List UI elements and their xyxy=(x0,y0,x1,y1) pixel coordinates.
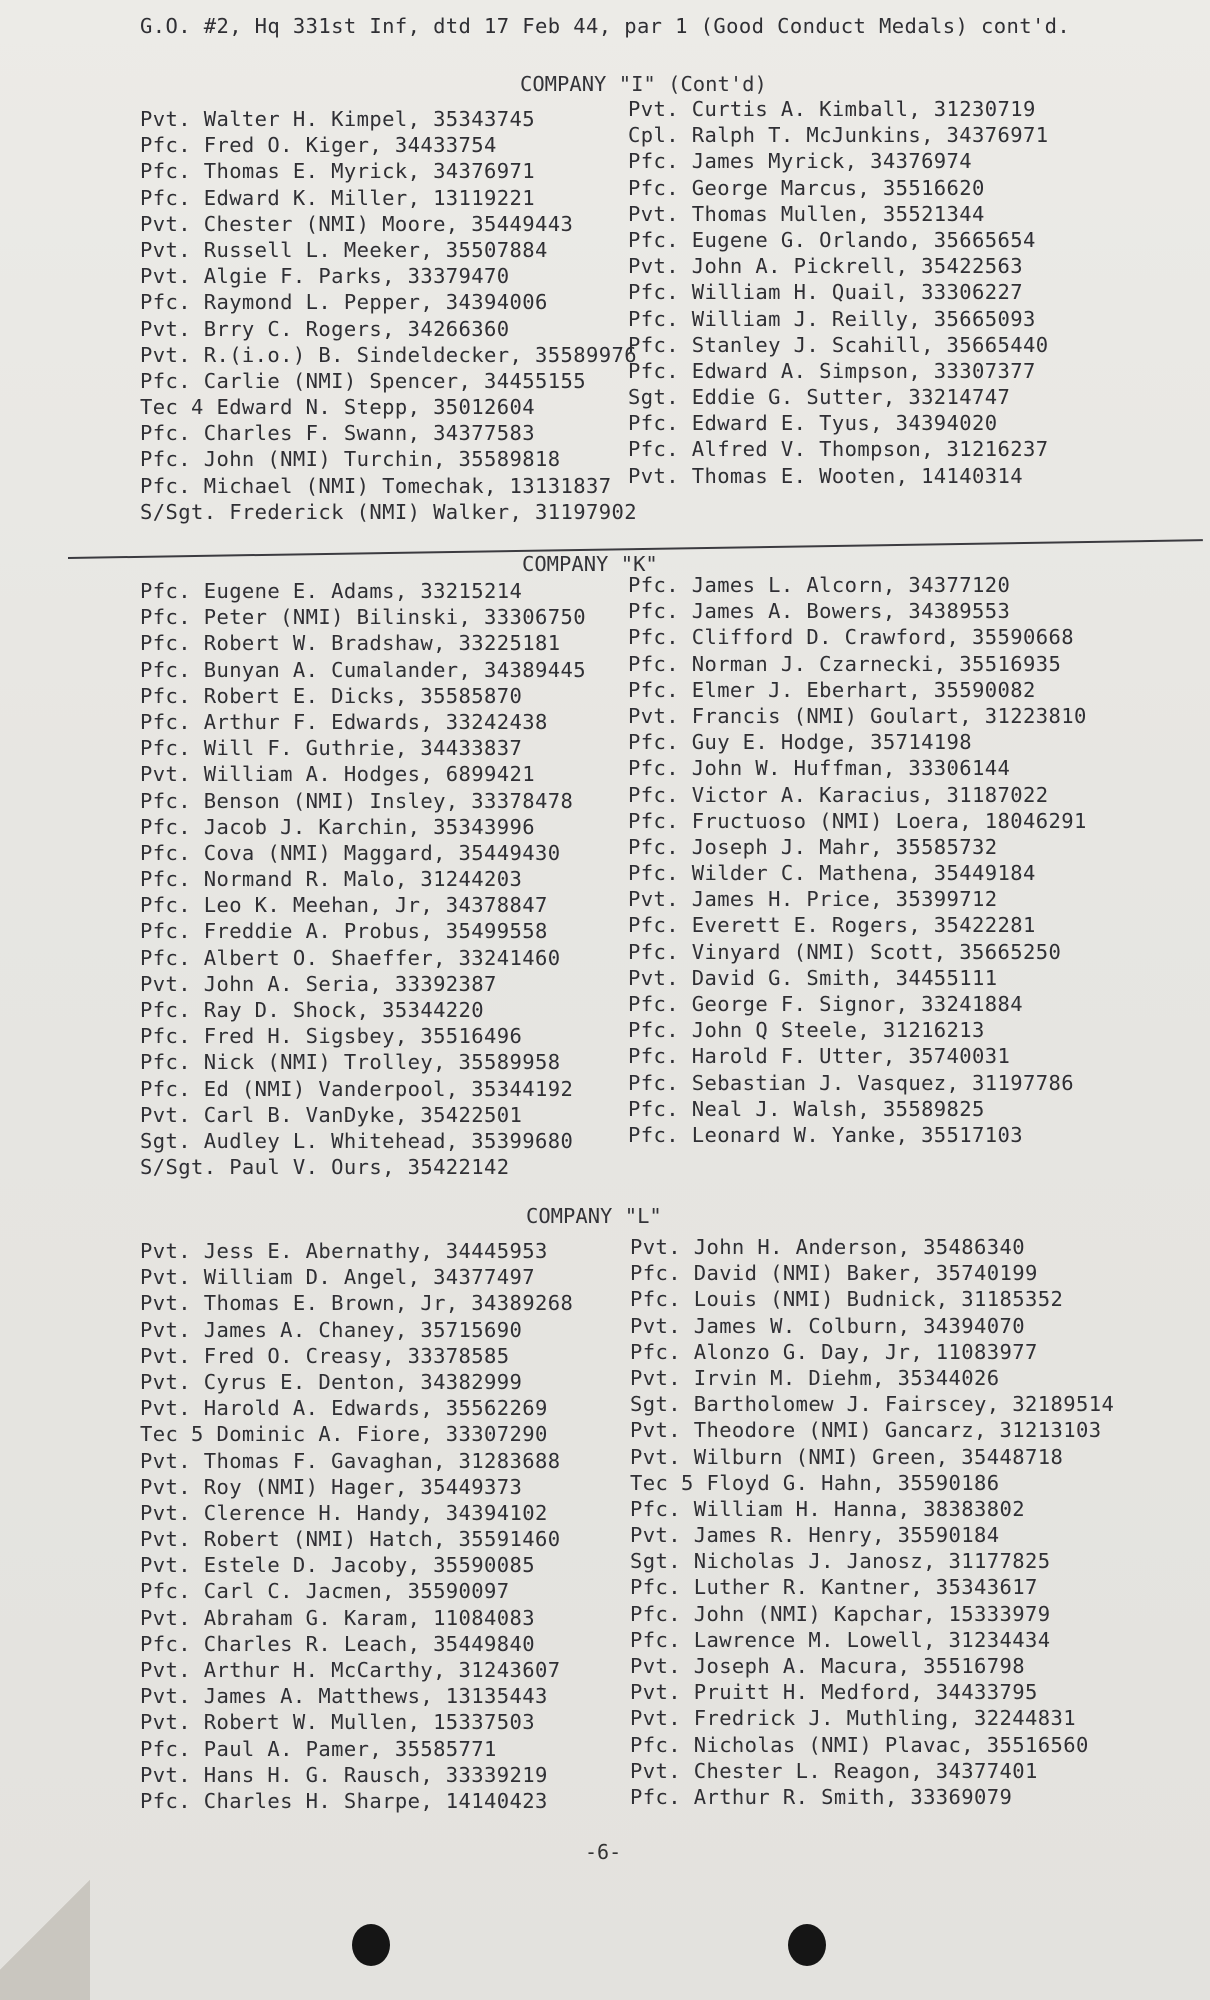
roster-entry: Sgt. Nicholas J. Janosz, 31177825 xyxy=(630,1549,1051,1574)
roster-entry: Sgt. Audley L. Whitehead, 35399680 xyxy=(140,1128,574,1153)
roster-entry: Pvt. Irvin M. Diehm, 35344026 xyxy=(630,1365,1000,1390)
roster-entry: Pfc. Paul A. Pamer, 35585771 xyxy=(140,1736,497,1761)
page-number: -6- xyxy=(585,1840,622,1864)
roster-entry: Pfc. Thomas E. Myrick, 34376971 xyxy=(140,159,536,184)
roster-entry: Pfc. Robert W. Bradshaw, 33225181 xyxy=(140,631,561,656)
roster-entry: Pvt. Curtis A. Kimball, 31230719 xyxy=(628,97,1036,121)
roster-entry: Tec 5 Floyd G. Hahn, 35590186 xyxy=(630,1470,1000,1495)
roster-entry: Pvt. James W. Colburn, 34394070 xyxy=(630,1313,1026,1338)
roster-entry: Pvt. Thomas F. Gavaghan, 31283688 xyxy=(140,1448,561,1473)
roster-entry: Pfc. Guy E. Hodge, 35714198 xyxy=(628,730,973,755)
roster-entry: Pfc. Eugene G. Orlando, 35665654 xyxy=(628,227,1036,252)
roster-entry: Pfc. Arthur F. Edwards, 33242438 xyxy=(140,709,548,734)
roster-entry: Pfc. Sebastian J. Vasquez, 31197786 xyxy=(628,1070,1074,1095)
roster-entry: Pfc. Leo K. Meehan, Jr, 34378847 xyxy=(140,893,548,918)
roster-entry: Pfc. Cova (NMI) Maggard, 35449430 xyxy=(140,840,561,865)
roster-entry: Pfc. Michael (NMI) Tomechak, 13131837 xyxy=(140,473,612,498)
roster-entry: Pvt. Carl B. VanDyke, 35422501 xyxy=(140,1102,523,1127)
company-k-left-column xyxy=(140,578,586,1180)
roster-entry: Sgt. Bartholomew J. Fairscey, 32189514 xyxy=(630,1392,1115,1417)
roster-entry: Pvt. Cyrus E. Denton, 34382999 xyxy=(140,1369,523,1394)
roster-entry: Pfc. Lawrence M. Lowell, 31234434 xyxy=(630,1627,1051,1652)
company-i-left-column xyxy=(140,106,637,525)
roster-entry: Pvt. Joseph A. Macura, 35516798 xyxy=(630,1654,1026,1678)
roster-entry: Pvt. Chester (NMI) Moore, 35449443 xyxy=(140,211,574,236)
punch-hole-right xyxy=(788,1924,826,1966)
roster-entry: Pfc. Raymond L. Pepper, 34394006 xyxy=(140,290,548,315)
roster-entry: Pfc. Bunyan A. Cumalander, 34389445 xyxy=(140,657,586,682)
roster-entry: Pvt. Chester L. Reagon, 34377401 xyxy=(630,1758,1038,1783)
roster-entry: Pfc. Fred H. Sigsbey, 35516496 xyxy=(140,1024,523,1049)
roster-entry: Pfc. Benson (NMI) Insley, 33378478 xyxy=(140,788,574,813)
roster-entry: Pvt. James A. Matthews, 13135443 xyxy=(140,1684,548,1709)
roster-entry: Pfc. Arthur R. Smith, 33369079 xyxy=(630,1784,1013,1809)
roster-entry: Pfc. Carl C. Jacmen, 35590097 xyxy=(140,1579,510,1604)
roster-entry: Pvt. Hans H. G. Rausch, 33339219 xyxy=(140,1762,548,1787)
roster-entry: Pfc. Neal J. Walsh, 35589825 xyxy=(628,1096,985,1121)
company-i-title: COMPANY "I" (Cont'd) xyxy=(520,72,767,96)
roster-entry: Pfc. Luther R. Kantner, 35343617 xyxy=(630,1575,1038,1600)
roster-entry: Pfc. Nick (NMI) Trolley, 35589958 xyxy=(140,1050,561,1075)
roster-entry: Pfc. Charles R. Leach, 35449840 xyxy=(140,1631,536,1656)
roster-entry: Pfc. Ray D. Shock, 35344220 xyxy=(140,998,485,1022)
roster-entry: Pfc. Edward E. Tyus, 34394020 xyxy=(628,411,998,436)
company-i-right-column xyxy=(628,96,1049,489)
roster-entry: Pfc. John (NMI) Turchin, 35589818 xyxy=(140,447,561,472)
roster-entry: Pvt. Abraham G. Karam, 11084083 xyxy=(140,1605,536,1630)
roster-entry: Pfc. Will F. Guthrie, 34433837 xyxy=(140,736,523,761)
page-corner-shadow xyxy=(0,1850,90,2000)
roster-entry: Pfc. Harold F. Utter, 35740031 xyxy=(628,1044,1011,1069)
roster-entry: Pfc. John (NMI) Kapchar, 15333979 xyxy=(630,1601,1051,1626)
roster-entry: Pfc. George F. Signor, 33241884 xyxy=(628,992,1024,1016)
roster-entry: Pvt. Jess E. Abernathy, 34445953 xyxy=(140,1239,548,1263)
roster-entry: Pvt. Walter H. Kimpel, 35343745 xyxy=(140,107,536,131)
roster-entry: Sgt. Eddie G. Sutter, 33214747 xyxy=(628,385,1011,410)
punch-hole-left xyxy=(352,1924,390,1966)
company-l-left-column xyxy=(140,1238,573,1814)
roster-entry: Pvt. Francis (NMI) Goulart, 31223810 xyxy=(628,703,1087,728)
company-k-title: COMPANY "K" xyxy=(522,552,658,576)
roster-entry: Pfc. James Myrick, 34376974 xyxy=(628,149,973,174)
roster-entry: Pfc. Peter (NMI) Bilinski, 33306750 xyxy=(140,605,586,630)
roster-entry: Pfc. Robert E. Dicks, 35585870 xyxy=(140,683,523,708)
roster-entry: Pvt. Roy (NMI) Hager, 35449373 xyxy=(140,1474,523,1499)
roster-entry: Pfc. David (NMI) Baker, 35740199 xyxy=(630,1261,1038,1286)
roster-entry: Pfc. Charles H. Sharpe, 14140423 xyxy=(140,1788,548,1813)
roster-entry: Pfc. George Marcus, 35516620 xyxy=(628,175,985,200)
roster-entry: Pvt. R.(i.o.) B. Sindeldecker, 35589976 xyxy=(140,342,637,367)
roster-entry: Pfc. William J. Reilly, 35665093 xyxy=(628,306,1036,331)
roster-entry: Pvt. Robert W. Mullen, 15337503 xyxy=(140,1710,536,1735)
roster-entry: Pvt. James H. Price, 35399712 xyxy=(628,887,998,912)
roster-entry: Pfc. Vinyard (NMI) Scott, 35665250 xyxy=(628,939,1062,964)
roster-entry: Pfc. Ed (NMI) Vanderpool, 35344192 xyxy=(140,1076,574,1101)
roster-entry: Pvt. Russell L. Meeker, 35507884 xyxy=(140,237,548,262)
roster-entry: Pfc. Eugene E. Adams, 33215214 xyxy=(140,579,523,603)
order-header: G.O. #2, Hq 331st Inf, dtd 17 Feb 44, par 1 (Good Conduct Medals) cont'd. xyxy=(140,14,1071,38)
roster-entry: Pfc. Wilder C. Mathena, 35449184 xyxy=(628,861,1036,886)
roster-entry: Pfc. Edward A. Simpson, 33307377 xyxy=(628,358,1036,383)
roster-entry: Pfc. Fred O. Kiger, 34433754 xyxy=(140,133,497,158)
roster-entry: Pvt. John A. Seria, 33392387 xyxy=(140,971,497,996)
roster-entry: Pfc. James L. Alcorn, 34377120 xyxy=(628,573,1011,597)
roster-entry: Pfc. Leonard W. Yanke, 35517103 xyxy=(628,1122,1024,1147)
roster-entry: Pfc. Victor A. Karacius, 31187022 xyxy=(628,782,1049,807)
roster-entry: Pfc. Normand R. Malo, 31244203 xyxy=(140,867,523,892)
roster-entry: Pvt. Harold A. Edwards, 35562269 xyxy=(140,1396,548,1421)
roster-entry: Pfc. Albert O. Shaeffer, 33241460 xyxy=(140,945,561,970)
roster-entry: Pfc. Freddie A. Probus, 35499558 xyxy=(140,919,548,944)
roster-entry: Pfc. Nicholas (NMI) Plavac, 35516560 xyxy=(630,1732,1089,1757)
roster-entry: Tec 4 Edward N. Stepp, 35012604 xyxy=(140,395,536,420)
roster-entry: Pvt. Pruitt H. Medford, 34433795 xyxy=(630,1680,1038,1705)
roster-entry: Pfc. James A. Bowers, 34389553 xyxy=(628,599,1011,624)
roster-entry: Pvt. David G. Smith, 34455111 xyxy=(628,965,998,990)
roster-entry: Pvt. Estele D. Jacoby, 35590085 xyxy=(140,1553,536,1578)
roster-entry: Pvt. Fredrick J. Muthling, 32244831 xyxy=(630,1706,1076,1731)
roster-entry: Pfc. Alonzo G. Day, Jr, 11083977 xyxy=(630,1339,1038,1364)
roster-entry: Pvt. James R. Henry, 35590184 xyxy=(630,1523,1000,1548)
roster-entry: Pvt. John A. Pickrell, 35422563 xyxy=(628,254,1024,279)
roster-entry: Pvt. William A. Hodges, 6899421 xyxy=(140,762,536,787)
roster-entry: Pfc. William H. Hanna, 38383802 xyxy=(630,1496,1026,1521)
roster-entry: Pvt. Robert (NMI) Hatch, 35591460 xyxy=(140,1527,561,1552)
roster-entry: Pfc. Charles F. Swann, 34377583 xyxy=(140,421,536,446)
roster-entry: Pfc. Alfred V. Thompson, 31216237 xyxy=(628,437,1049,462)
roster-entry: Pfc. Louis (NMI) Budnick, 31185352 xyxy=(630,1287,1064,1312)
roster-entry: Pvt. Theodore (NMI) Gancarz, 31213103 xyxy=(630,1418,1102,1443)
roster-entry: S/Sgt. Frederick (NMI) Walker, 31197902 xyxy=(140,499,637,524)
roster-entry: Pfc. Fructuoso (NMI) Loera, 18046291 xyxy=(628,808,1087,833)
company-k-right-column xyxy=(628,572,1087,1148)
roster-entry: Pfc. William H. Quail, 33306227 xyxy=(628,280,1024,305)
roster-entry: Pvt. Thomas Mullen, 35521344 xyxy=(628,201,985,226)
company-l-right-column xyxy=(630,1234,1114,1810)
roster-entry: Pvt. Thomas E. Brown, Jr, 34389268 xyxy=(140,1291,574,1316)
roster-entry: Pvt. Arthur H. McCarthy, 31243607 xyxy=(140,1658,561,1682)
roster-entry: Pvt. Thomas E. Wooten, 14140314 xyxy=(628,463,1024,488)
roster-entry: Pfc. Stanley J. Scahill, 35665440 xyxy=(628,332,1049,357)
company-l-title: COMPANY "L" xyxy=(526,1204,662,1228)
roster-entry: Pfc. Clifford D. Crawford, 35590668 xyxy=(628,625,1074,650)
roster-entry: Pfc. John W. Huffman, 33306144 xyxy=(628,756,1011,781)
roster-entry: Pvt. Fred O. Creasy, 33378585 xyxy=(140,1343,510,1368)
roster-entry: Pfc. Jacob J. Karchin, 35343996 xyxy=(140,814,536,839)
roster-entry: Pfc. Everett E. Rogers, 35422281 xyxy=(628,913,1036,938)
roster-entry: Pvt. Wilburn (NMI) Green, 35448718 xyxy=(630,1444,1064,1469)
roster-entry: Pvt. John H. Anderson, 35486340 xyxy=(630,1235,1026,1259)
roster-entry: Pfc. Elmer J. Eberhart, 35590082 xyxy=(628,677,1036,702)
roster-entry: Tec 5 Dominic A. Fiore, 33307290 xyxy=(140,1422,548,1447)
roster-entry: Pfc. Carlie (NMI) Spencer, 34455155 xyxy=(140,368,586,393)
roster-entry: Pfc. Joseph J. Mahr, 35585732 xyxy=(628,834,998,859)
roster-entry: Pvt. Brry C. Rogers, 34266360 xyxy=(140,316,510,341)
roster-entry: Pfc. Edward K. Miller, 13119221 xyxy=(140,185,536,210)
roster-entry: Pvt. Algie F. Parks, 33379470 xyxy=(140,264,510,289)
roster-entry: Pfc. John Q Steele, 31216213 xyxy=(628,1018,985,1043)
roster-entry: Pfc. Norman J. Czarnecki, 35516935 xyxy=(628,651,1062,676)
roster-entry: Pvt. James A. Chaney, 35715690 xyxy=(140,1317,523,1342)
roster-entry: Pvt. William D. Angel, 34377497 xyxy=(140,1265,536,1290)
roster-entry: Pvt. Clerence H. Handy, 34394102 xyxy=(140,1500,548,1525)
roster-entry: S/Sgt. Paul V. Ours, 35422142 xyxy=(140,1155,510,1180)
roster-entry: Cpl. Ralph T. McJunkins, 34376971 xyxy=(628,123,1049,148)
